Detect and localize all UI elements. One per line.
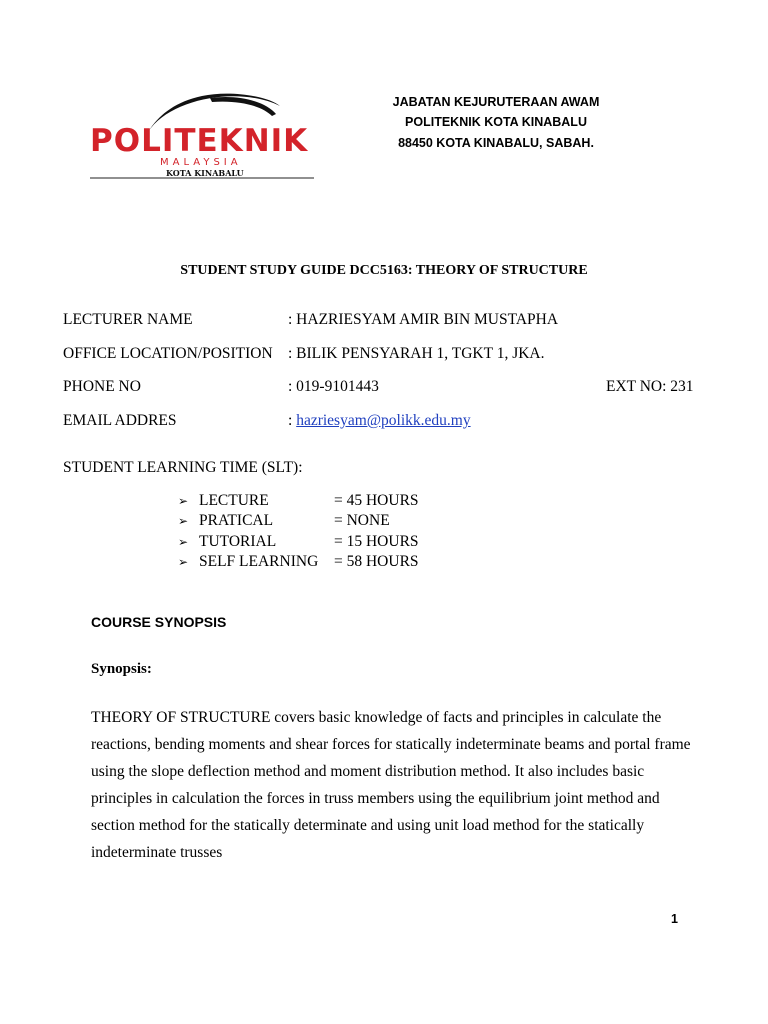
lecturer-label: LECTURER NAME [63,311,193,328]
arrowhead-bullet-icon: ➢ [178,535,189,549]
slt-heading: STUDENT LEARNING TIME (SLT): [63,459,303,476]
course-synopsis-heading: COURSE SYNOPSIS [91,614,227,630]
slt-item-label: LECTURE [199,492,269,509]
office-value: : BILIK PENSYARAH 1, TGKT 1, JKA. [288,345,545,362]
document-title: STUDENT STUDY GUIDE DCC5163: THEORY OF STRUCTURE [180,263,588,278]
slt-item-value: = 45 HOURS [334,492,419,509]
email-link[interactable]: hazriesyam@polikk.edu.my [296,412,471,429]
office-label: OFFICE LOCATION/POSITION [63,345,273,362]
arrowhead-bullet-icon: ➢ [178,494,189,508]
synopsis-line: principles in calculation the forces in truss members using the equilibrium joint method and [91,790,660,807]
slt-item-value: = 58 HOURS [334,553,419,570]
arrowhead-bullet-icon: ➢ [178,514,189,528]
synopsis-line: THEORY OF STRUCTURE covers basic knowledge of facts and principles in calculate the [91,709,662,726]
slt-item-label: SELF LEARNING [199,553,319,570]
department-line: JABATAN KEJURUTERAAN AWAM [392,95,600,109]
email-row [288,412,471,430]
synopsis-line: reactions, bending moments and shear forces for statically indeterminate beams and portal frame [91,736,691,753]
email-prefix: : [288,412,297,429]
lecturer-value: : HAZRIESYAM AMIR BIN MUSTAPHA [288,311,559,328]
synopsis-line: indeterminate trusses [91,844,223,861]
politeknik-logo [90,88,316,182]
synopsis-line: section method for the statically determinate and using unit load method for the statically [91,817,645,834]
phone-value: : 019-9101443 [288,378,379,395]
institution-line: POLITEKNIK KOTA KINABALU [405,115,587,129]
logo-brand-text: POLITEKNIK [90,124,309,158]
phone-label: PHONE NO [63,378,141,395]
slt-item-value: = 15 HOURS [334,533,419,550]
synopsis-label: Synopsis: [91,661,152,677]
synopsis-paragraph [91,704,691,866]
extension-value: EXT NO: 231 [606,378,694,395]
logo-sub-malaysia: MALAYSIA [160,157,242,168]
logo-sub-kk: KOTA KINABALU [166,168,244,178]
address-line: 88450 KOTA KINABALU, SABAH. [398,136,594,150]
slt-item-label: TUTORIAL [199,533,277,550]
page-number: 1 [671,912,678,926]
synopsis-line: using the slope deflection method and moment distribution method. It also includes basic [91,763,645,780]
email-label: EMAIL ADDRES [63,412,177,429]
arrowhead-bullet-icon: ➢ [178,555,189,569]
slt-item-label: PRATICAL [199,512,274,529]
slt-item-value: = NONE [334,512,390,529]
